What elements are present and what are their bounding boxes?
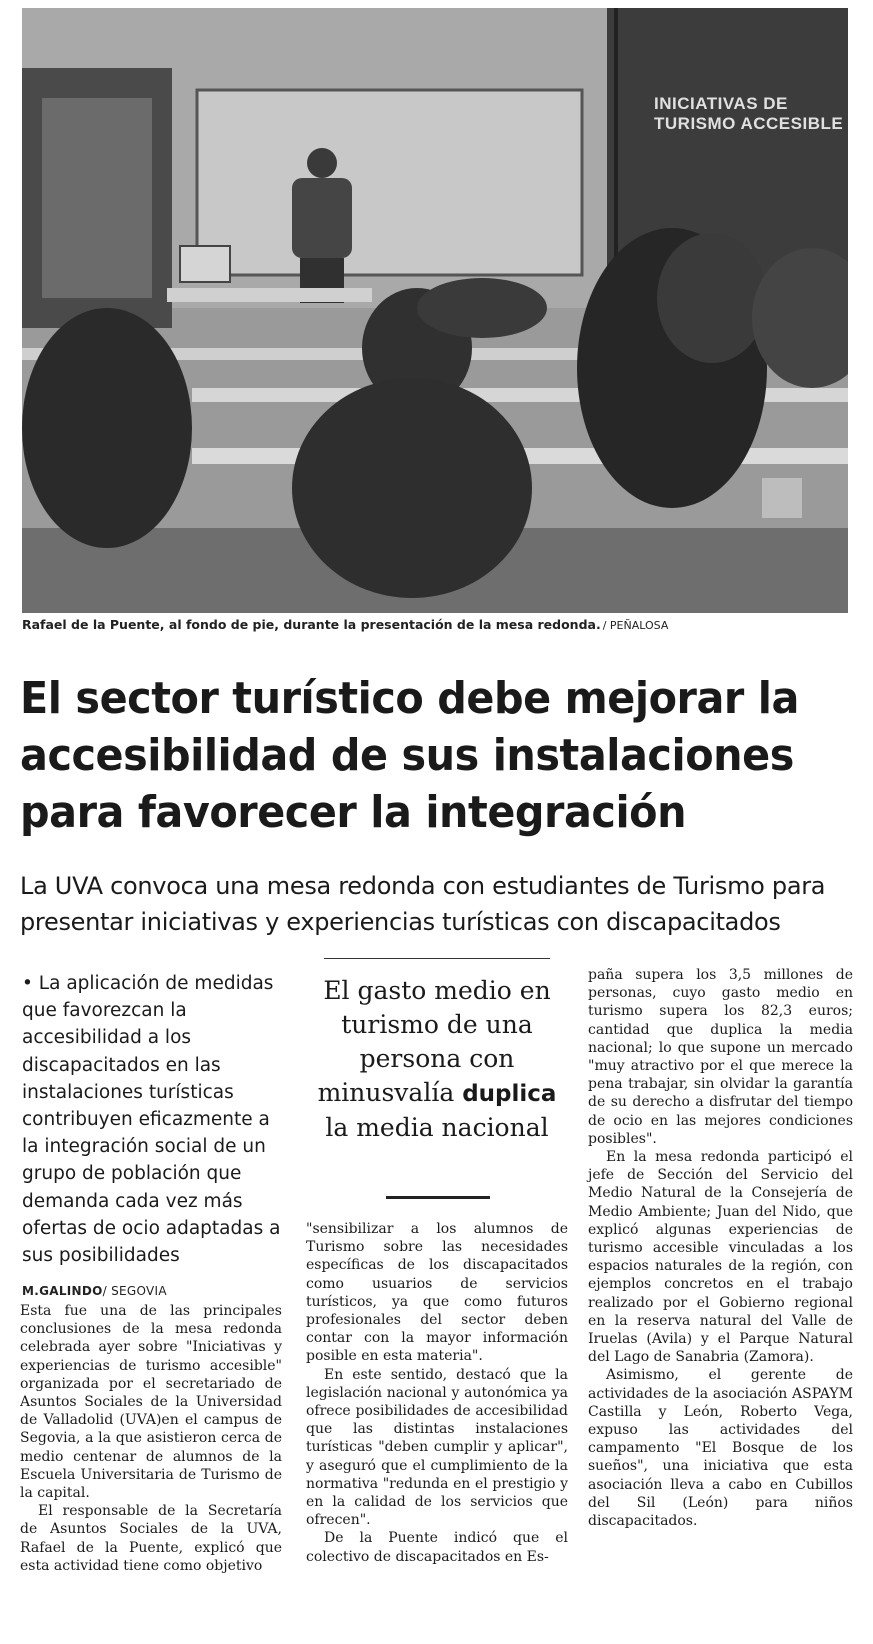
body-column-1 [20,1302,282,1575]
byline-place: / SEGOVIA [102,1284,167,1298]
headline: El sector turístico debe mejorar la accesibilidad de sus instalaciones para favorecer la integración [20,673,799,838]
body-paragraph: En la mesa redonda participó el jefe de Sección del Servicio del Medio Natural de la Consejería de Medio Ambiente; Juan del Nido, que explicó algunas experiencias de turismo accesible vinculadas a los espacios naturales de la región, con ejemplos concretos en el trabajo realizado por el Gobierno regional en la reserva natural del Valle de Iruelas (Avila) y el Parque Natural del Lago de Sanabria (Zamora). [588,1149,853,1366]
pull-quote-text: El gasto medio en turismo de una persona con minusvalía [317,976,551,1107]
photo-credit: / PEÑALOSA [602,619,669,632]
subheadline: La UVA convoca una mesa redonda con estudiantes de Turismo para presentar iniciativas y experiencias turísticas con discapacitados [20,872,826,936]
body-paragraph: paña supera los 3,5 millones de personas, cuyo gasto medio en turismo supera los 82,3 euros; cantidad que duplica la media nacional; lo que supone un mercado "muy atractivo por el que merece la pena trabajar, sin olvidar la garantía de su derecho a disfrutar del tiempo de ocio en las mejores condiciones posibles". [588,967,853,1147]
body-paragraph: Esta fue una de las principales conclusiones de la mesa redonda celebrada ayer sobre "Iniciativas y experiencias de turismo accesible" organizada por el secretariado de Asuntos Sociales de la Universidad de Valladolid (UVA)en el campus de Segovia, a la que asistieron cerca de medio centenar de alumnos de la Escuela Universitaria de Turismo de la capital. [20,1303,282,1502]
caption-text: Rafael de la Puente, al fondo de pie, durante la presentación de la mesa redonda. [22,617,601,632]
body-paragraph: Asimismo, el gerente de actividades de la asociación ASPAYM Castilla y León, Roberto Vega, expuso las actividades del campamento "El Bosque de los sueños", una iniciativa que esta asociación lleva a cabo en Cubillos del Sil (León) para niños discapacitados. [588,1367,853,1530]
photo-overlay-label: INICIATIVAS DE TURISMO ACCESIBLE [654,94,844,133]
pull-quote [306,974,568,1145]
pull-quote-top-rule [324,958,550,959]
lead-paragraph: • La aplicación de medidas que favorezcan la accesibilidad a los discapacitados en las instalaciones turísticas contribuyen eficazmente a la integración social de un grupo de población que demanda cada vez más ofertas de ocio adaptadas a sus posibilidades [22,973,281,1267]
body-column-2 [306,1220,568,1566]
body-paragraph: El responsable de la Secretaría de Asuntos Sociales de la UVA, Rafael de la Puente, explicó que esta actividad tiene como objetivo [20,1503,282,1574]
pull-quote-bottom-rule [386,1196,490,1199]
pull-quote-text-end: la media nacional [325,1113,549,1142]
pull-quote-emphasis: duplica [462,1081,557,1107]
body-column-3 [588,966,853,1530]
body-paragraph: De la Puente indicó que el colectivo de discapacitados en Es- [306,1530,568,1565]
body-paragraph: "sensibilizar a los alumnos de Turismo sobre las necesidades específicas de los discapacitados como usuarios de servicios turísticos, ya que como futuros profesionales del sector deben contar con la mayor información posible en esta materia". [306,1221,568,1365]
body-paragraph: En este sentido, destacó que la legislación nacional y autonómica ya ofrece posibilidades de accesibilidad que las distintas instalaciones turísticas "deben cumplir y aplicar", y aseguró que el cumplimiento de la normativa "redunda en el prestigio y en la calidad de los servicios que ofrecen". [306,1366,568,1529]
byline-author: M.GALINDO [22,1284,103,1298]
byline [22,1284,167,1298]
article-photo [22,8,848,613]
photo-caption [22,617,668,632]
